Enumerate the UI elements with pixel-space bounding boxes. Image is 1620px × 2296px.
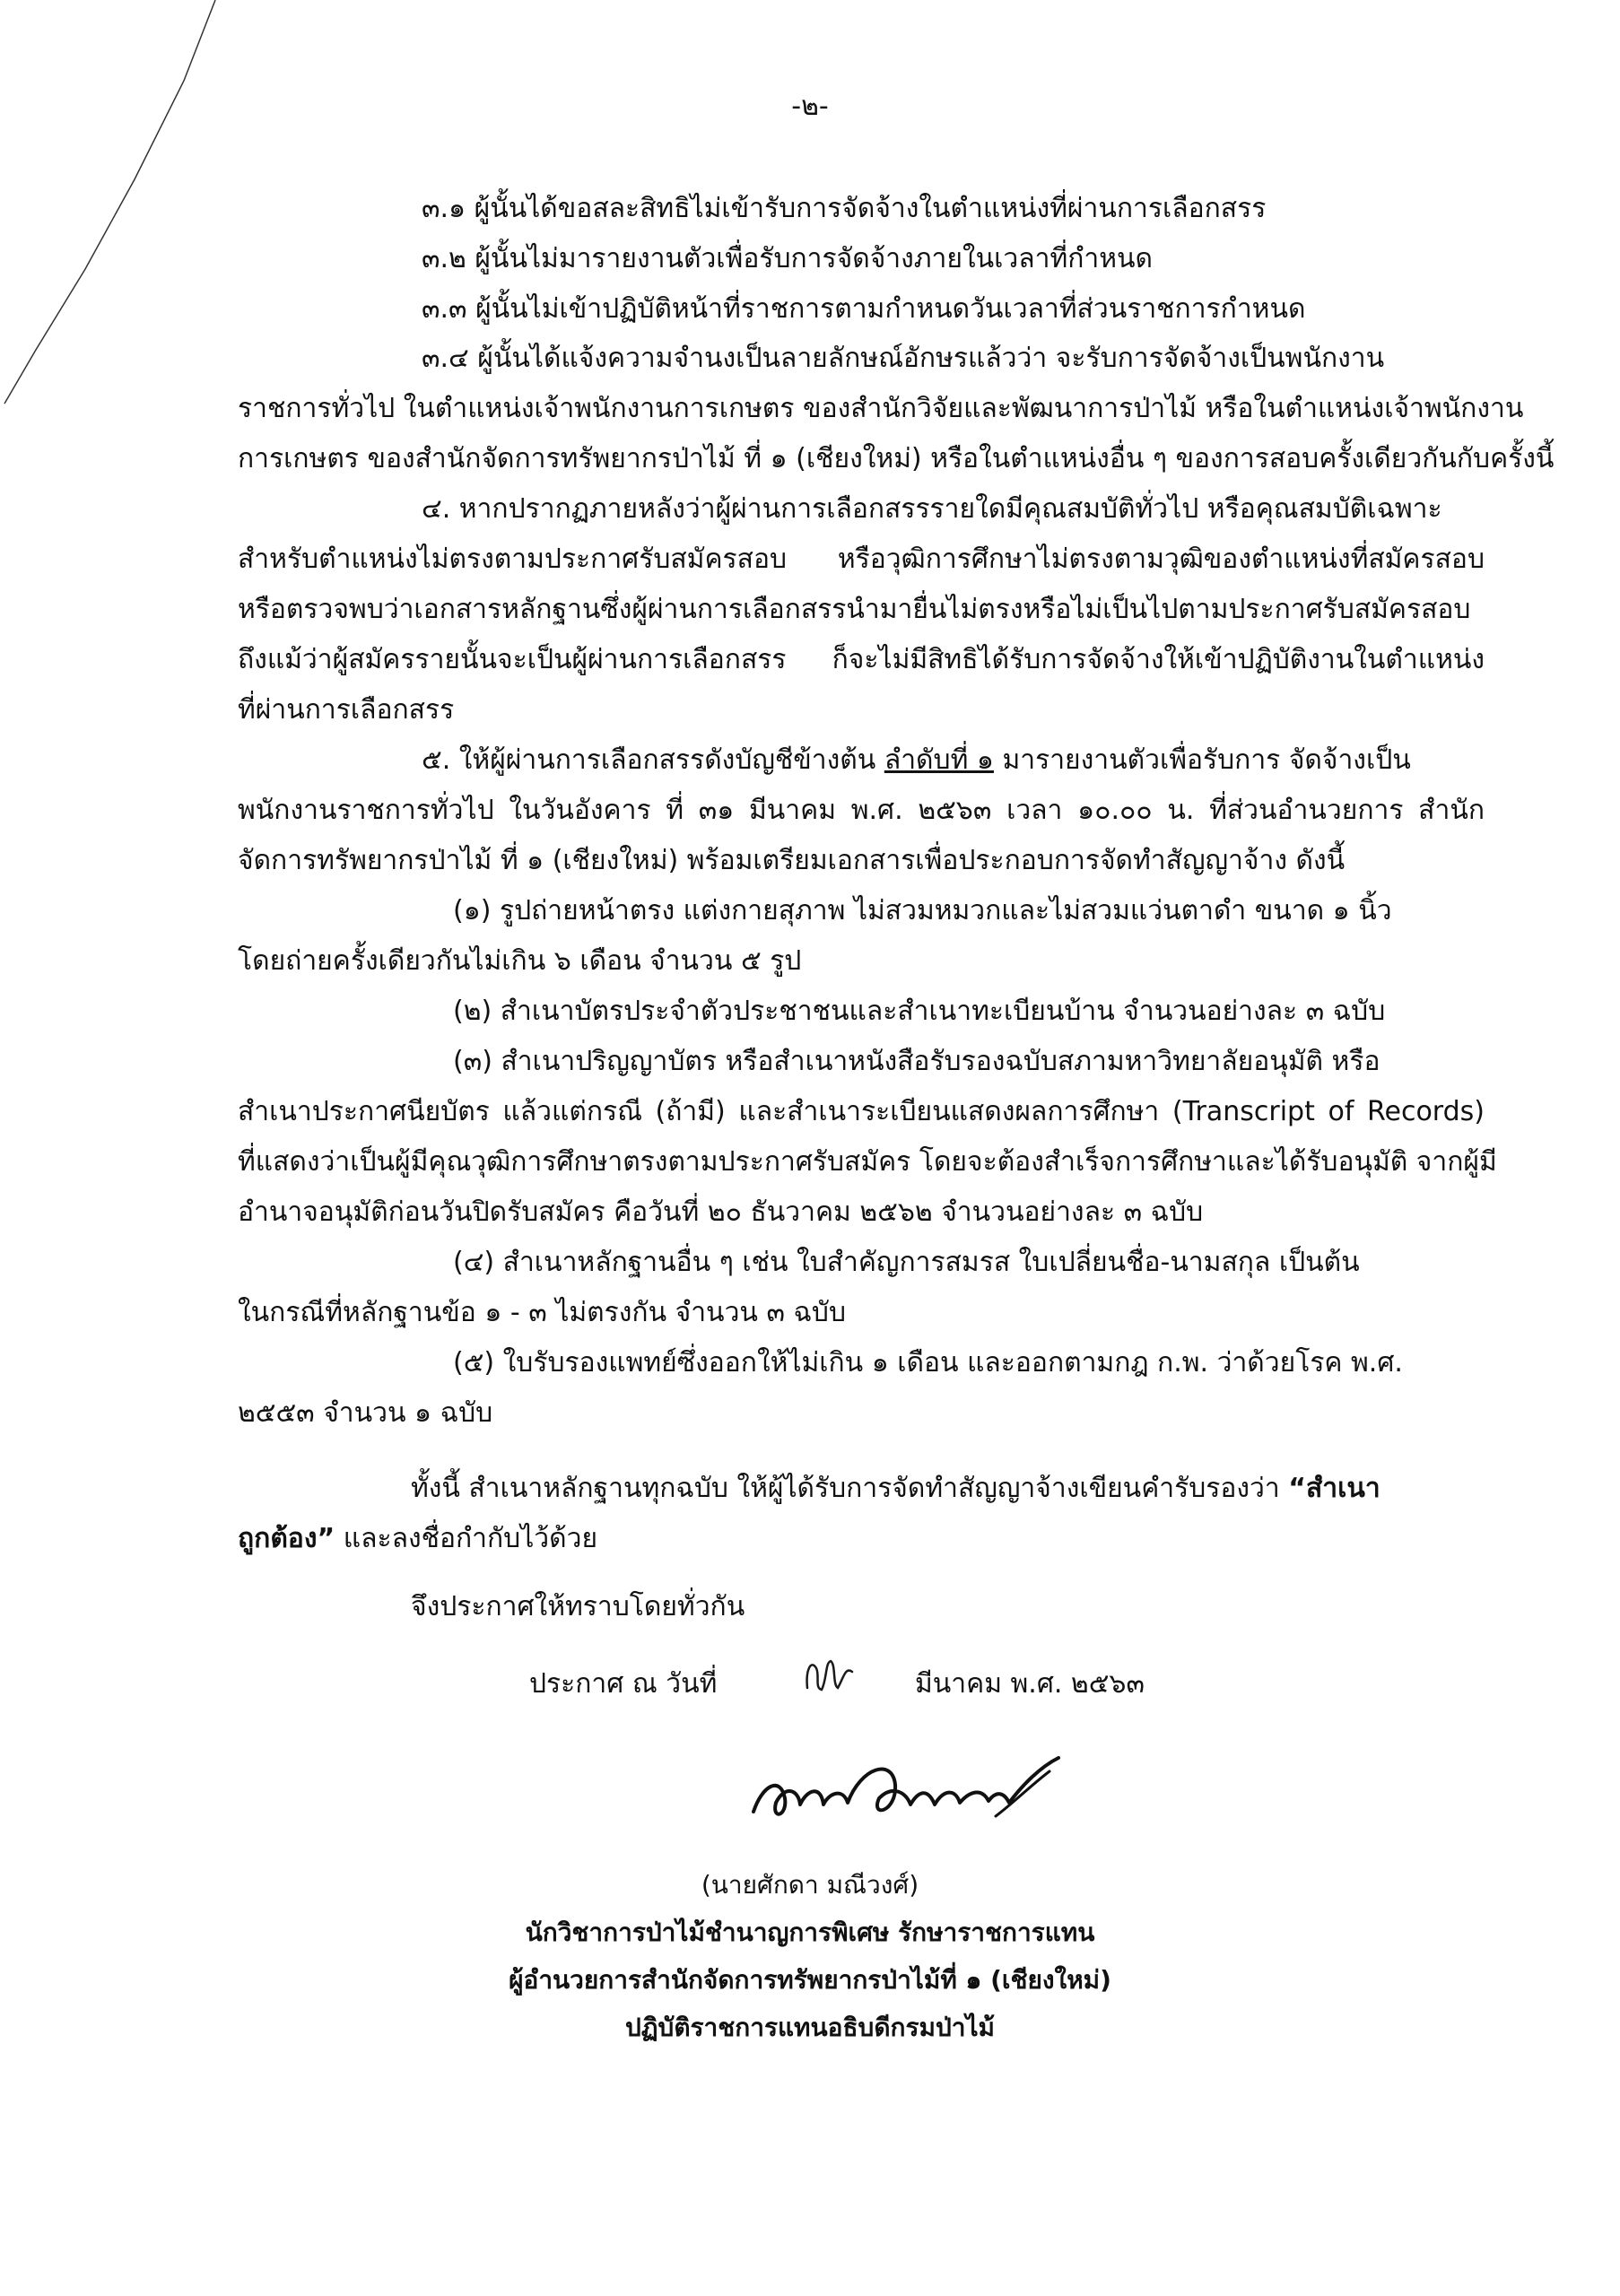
item-5-line3: จัดการทรัพยากรป่าไม้ ที่ ๑ (เชียงใหม่) พร้อมเตรียมเอกสารเพื่อประกอบการจัดทำสัญญาจ้าง ดังนี้ (238, 845, 1346, 876)
item-3-4-line1: ๓.๔ ผู้นั้นได้แจ้งความจำนงเป็นลายลักษณ์อักษรแล้วว่า จะรับการจัดจ้างเป็นพนักงาน (422, 343, 1385, 374)
item-4-line2: สำหรับตำแหน่งไม่ตรงตามประกาศรับสมัครสอบ หรือวุฒิการศึกษาไม่ตรงตามวุฒิของตำแหน่งที่สมัครสอบ (238, 544, 1485, 575)
sub-item-2: (๒) สำเนาบัตรประจำตัวประชาชนและสำเนาทะเบียนบ้าน จำนวนอย่างละ ๓ ฉบับ (453, 996, 1386, 1027)
item-5-order-underlined: ลำดับที่ ๑ (884, 744, 994, 776)
item-3-4-line3: การเกษตร ของสำนักจัดการทรัพยากรป่าไม้ ที่ ๑ (เชียงใหม่) หรือในตำแหน่งอื่น ๆ ของการสอบครั้งเดียวกันกับครั้งนี้ (238, 443, 1555, 474)
announcement-line: จึงประกาศให้ทราบโดยทั่วกัน (411, 1591, 745, 1622)
closing-line1-text: ทั้งนี้ สำเนาหลักฐานทุกฉบับ ให้ผู้ได้รับการจัดทำสัญญาจ้างเขียนคำรับรองว่า (411, 1473, 1289, 1504)
sub-item-3-line3: ที่แสดงว่าเป็นผู้มีคุณวุฒิการศึกษาตรงตามประกาศรับสมัคร โดยจะต้องสำเร็จการศึกษาและได้รับอนุมัติ จากผู้มี (238, 1146, 1497, 1178)
sub-item-4-line1: (๔) สำเนาหลักฐานอื่น ๆ เช่น ใบสำคัญการสมรส ใบเปลี่ยนชื่อ-นามสกุล เป็นต้น (453, 1247, 1360, 1278)
sub-item-3-line1: (๓) สำเนาปริญญาบัตร หรือสำเนาหนังสือรับรองฉบับสภามหาวิทยาลัยอนุมัติ หรือ (453, 1046, 1380, 1077)
handwritten-day-number (800, 1652, 863, 1702)
closing-line2-text: และลงชื่อกำกับไว้ด้วย (335, 1523, 598, 1554)
closing-line2 (238, 1521, 597, 1557)
item-5-line1-text-a: ๕. ให้ผู้ผ่านการเลือกสรรดังบัญชีข้างต้น (422, 744, 884, 776)
item-3-3: ๓.๓ ผู้นั้นไม่เข้าปฏิบัติหน้าที่ราชการตามกำหนดวันเวลาที่ส่วนราชการกำหนด (422, 293, 1306, 325)
sub-item-5-line2: ๒๕๕๓ จำนวน ๑ ฉบับ (238, 1397, 493, 1429)
page-number: -๒- (791, 91, 829, 122)
signatory-title-line3: ปฏิบัติราชการแทนอธิบดีกรมป่าไม้ (624, 2013, 995, 2042)
item-5-line1-text-b: มารายงานตัวเพื่อรับการ จัดจ้างเป็น (993, 744, 1411, 776)
item-4-line1: ๔. หากปรากฏภายหลังว่าผู้ผ่านการเลือกสรรรายใดมีคุณสมบัติทั่วไป หรือคุณสมบัติเฉพาะ (422, 493, 1442, 525)
announcement-date-prefix: ประกาศ ณ วันที่ (529, 1668, 718, 1700)
signatory-title-line2: ผู้อำนวยการสำนักจัดการทรัพยากรป่าไม้ที่ ๑ (เชียงใหม่) (509, 1965, 1111, 1995)
announcement-month-year: มีนาคม พ.ศ. ๒๕๖๓ (915, 1668, 1145, 1700)
item-5-line2: พนักงานราชการทั่วไป ในวันอังคาร ที่ ๓๑ มีนาคม พ.ศ. ๒๕๖๓ เวลา ๑๐.๐๐ น. ที่ส่วนอำนวยการ สำนัก (238, 795, 1485, 826)
signatory-title-line1: นักวิชาการป่าไม้ชำนาญการพิเศษ รักษาราชการแทน (525, 1918, 1095, 1947)
item-4-line4: ถึงแม้ว่าผู้สมัครรายนั้นจะเป็นผู้ผ่านการเลือกสรร ก็จะไม่มีสิทธิได้รับการจัดจ้างให้เข้าปฏิบัติงานในตำแหน่ง (238, 644, 1485, 675)
item-3-4-line2: ราชการทั่วไป ในตำแหน่งเจ้าพนักงานการเกษตร ของสำนักวิจัยและพัฒนาการป่าไม้ หรือในตำแหน่งเจ้าพนักงาน (238, 393, 1524, 424)
item-4-line5: ที่ผ่านการเลือกสรร (238, 694, 455, 726)
sub-item-3-line4: อำนาจอนุมัติก่อนวันปิดรับสมัคร คือวันที่ ๒๐ ธันวาคม ๒๕๖๒ จำนวนอย่างละ ๓ ฉบับ (238, 1196, 1204, 1228)
sub-item-3-line2: สำเนาประกาศนียบัตร แล้วแต่กรณี (ถ้ามี) และสำเนาระเบียนแสดงผลการศึกษา (Transcript of Records) (238, 1096, 1485, 1127)
signatory-name: (นายศักดา มณีวงศ์) (701, 1870, 919, 1900)
closing-certified-copy-bold-a: “สำเนา (1288, 1473, 1380, 1504)
scan-edge-line (0, 0, 233, 430)
closing-certified-copy-bold-b: ถูกต้อง” (238, 1523, 335, 1554)
item-4-line3: หรือตรวจพบว่าเอกสารหลักฐานซึ่งผู้ผ่านการเลือกสรรนำมายื่นไม่ตรงหรือไม่เป็นไปตามประกาศรับสมัครสอบ (238, 594, 1471, 625)
item-5-line1 (422, 743, 1411, 778)
sub-item-1-line1: (๑) รูปถ่ายหน้าตรง แต่งกายสุภาพ ไม่สวมหมวกและไม่สวมแว่นตาดำ ขนาด ๑ นิ้ว (453, 895, 1392, 926)
official-signature (736, 1749, 1076, 1848)
sub-item-5-line1: (๕) ใบรับรองแพทย์ซึ่งออกให้ไม่เกิน ๑ เดือน และออกตามกฎ ก.พ. ว่าด้วยโรค พ.ศ. (453, 1347, 1403, 1378)
item-3-2: ๓.๒ ผู้นั้นไม่มารายงานตัวเพื่อรับการจัดจ้างภายในเวลาที่กำหนด (422, 243, 1153, 274)
item-3-1: ๓.๑ ผู้นั้นได้ขอสละสิทธิไม่เข้ารับการจัดจ้างในตำแหน่งที่ผ่านการเลือกสรร (422, 193, 1267, 224)
sub-item-4-line2: ในกรณีที่หลักฐานข้อ ๑ - ๓ ไม่ตรงกัน จำนวน ๓ ฉบับ (238, 1297, 847, 1328)
sub-item-1-line2: โดยถ่ายครั้งเดียวกันไม่เกิน ๖ เดือน จำนวน ๕ รูป (238, 945, 802, 977)
closing-line1 (411, 1471, 1380, 1507)
